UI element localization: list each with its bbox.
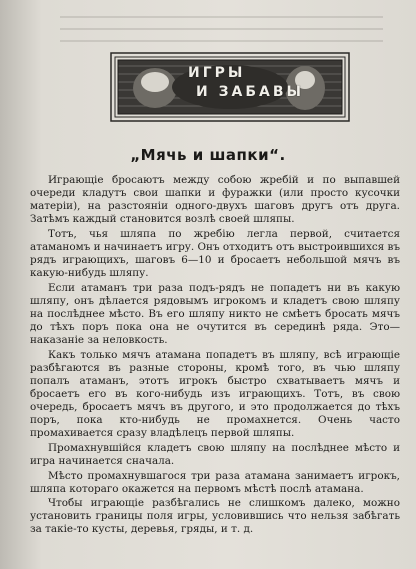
- paragraph: Промахнувшійся кладетъ свою шляпу на послѣднее мѣсто и игра начинается сначала.: [30, 441, 400, 467]
- paragraph: Какъ только мячъ атамана попадетъ въ шляпу, всѣ играющіе разбѣгаются въ разные стороны, кромѣ того, въ чью шляпу попалъ атаманъ, этотъ игрокъ быстро схватываетъ мячъ и бросаетъ его въ кого-нибудь изъ играющихъ. Тотъ, въ свою очередь, бросаетъ мячъ въ другого, и это продолжается до тѣхъ поръ, пока кто-нибудь не промахнется. Очень часто промахивается сразу владѣлецъ первой шляпы.: [30, 348, 400, 440]
- bleed-through-text: [60, 6, 400, 46]
- banner-text-line2: И ЗАБАВЫ: [196, 84, 305, 100]
- paragraph: Мѣсто промахнувшагося три раза атамана занимаетъ игрокъ, шляпа котораго окажется на первомъ мѣстѣ послѣ атамана.: [30, 469, 400, 495]
- paragraph: Тотъ, чья шляпа по жребію легла первой, считается атаманомъ и начинаетъ игру. Онъ отходитъ отъ выстроившихся въ рядъ играющихъ, шаговъ 6—10 и бросаетъ небольшой мячъ въ какую-нибудь шляпу.: [30, 227, 400, 280]
- paragraph: Если атаманъ три раза подъ-рядъ не попадетъ ни въ какую шляпу, онъ дѣлается рядовымъ игрокомъ и кладетъ свою шляпу на послѣднее мѣсто. Въ его шляпу никто не смѣетъ бросать мячъ до тѣхъ поръ пока она не очутится въ серединѣ ряда. Это—наказаніе за неловкость.: [30, 281, 400, 347]
- article-body: [30, 174, 400, 538]
- paragraph: Чтобы играющіе разбѣгались не слишкомъ далеко, можно установить границы поля игры, условившись что нельзя забѣгать за такіе-то кусты, деревья, гряды, и т. д.: [30, 497, 400, 536]
- header-banner: [110, 52, 350, 122]
- banner-text-line1: ИГРЫ: [188, 65, 246, 81]
- paragraph: Играющіе бросаютъ между собою жребій и по выпавшей очереди кладутъ свои шапки и фуражки (или просто кусочки матеріи), на разстояніи одного-двухъ шаговъ другъ отъ друга. Затѣмъ каждый становится возлѣ своей шляпы.: [30, 174, 400, 226]
- article-title: „Мячь и шапки“.: [130, 146, 286, 164]
